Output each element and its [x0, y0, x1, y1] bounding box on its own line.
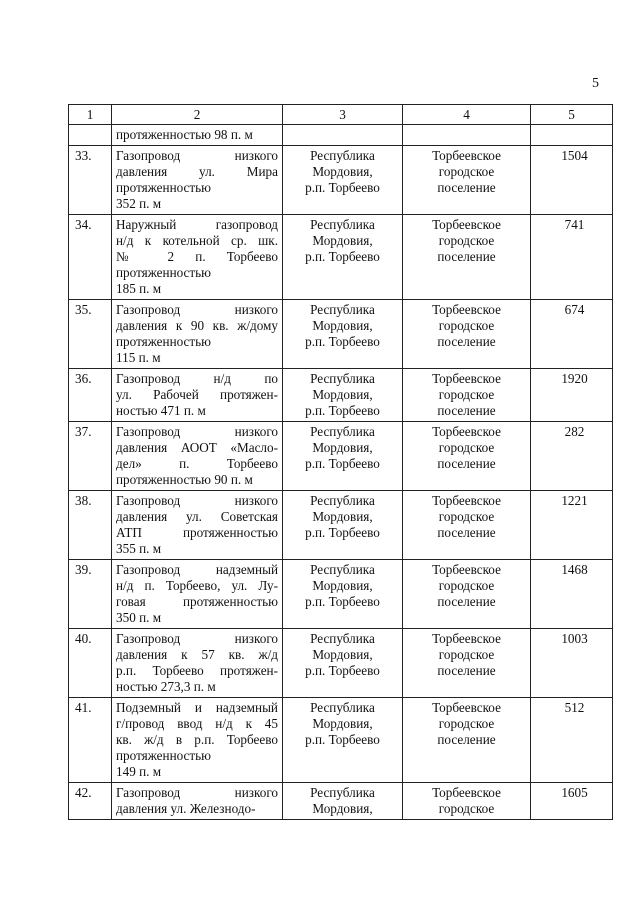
- location-line: Республика: [310, 631, 375, 646]
- location-cell: [283, 783, 403, 820]
- asset-name-line: давления ул. Советская: [116, 509, 278, 524]
- settlement-line: Торбеевское: [432, 424, 501, 439]
- asset-name-line: 185 п. м: [116, 281, 162, 296]
- value-cell: 1605: [531, 783, 613, 820]
- value-cell: 1003: [531, 629, 613, 698]
- asset-name-line: кв. ж/д в р.п. Торбеево: [116, 732, 278, 747]
- settlement-line: поселение: [437, 403, 496, 418]
- settlement-cell: [403, 300, 531, 369]
- asset-name-line: н/д п. Торбеево, ул. Лу-: [116, 578, 278, 593]
- settlement-line: городское: [438, 318, 495, 333]
- table-row: [69, 560, 613, 629]
- asset-name-line: 350 п. м: [116, 610, 162, 625]
- value-cell: 741: [531, 215, 613, 300]
- asset-name-line: Газопровод н/д по: [116, 371, 278, 386]
- asset-name-line: АТП протяженностью: [116, 525, 278, 540]
- location-line: Республика: [310, 148, 375, 163]
- asset-name-line: давления ул. Мира: [116, 164, 278, 179]
- location-line: Мордовия,: [312, 716, 373, 731]
- settlement-line: городское: [438, 164, 495, 179]
- asset-name-line: ностью 273,3 п. м: [116, 679, 216, 694]
- location-cell: [283, 369, 403, 422]
- table-row: [69, 698, 613, 783]
- table-row: [69, 629, 613, 698]
- asset-name-line: Газопровод низкого: [116, 493, 278, 508]
- asset-name-line: дел» п. Торбеево: [116, 456, 278, 471]
- value-cell: 1468: [531, 560, 613, 629]
- asset-name-line: Газопровод низкого: [116, 148, 278, 163]
- asset-name-cell: [112, 215, 283, 300]
- settlement-line: городское: [438, 647, 495, 662]
- location-line: Республика: [310, 302, 375, 317]
- table-row: [69, 300, 613, 369]
- settlement-cell: [403, 215, 531, 300]
- row-number-cell: 38.: [69, 491, 112, 560]
- asset-name-line: Газопровод низкого: [116, 785, 278, 800]
- settlement-cell: [403, 125, 531, 146]
- asset-name-line: 149 п. м: [116, 764, 162, 779]
- value-cell: [531, 125, 613, 146]
- asset-name-line: давления к 57 кв. ж/д: [116, 647, 278, 662]
- location-line: р.п. Торбеево: [305, 180, 380, 195]
- asset-name-cell: [112, 300, 283, 369]
- settlement-line: поселение: [437, 180, 496, 195]
- location-line: Мордовия,: [312, 578, 373, 593]
- location-line: Мордовия,: [312, 387, 373, 402]
- table-row: [69, 422, 613, 491]
- location-line: Мордовия,: [312, 233, 373, 248]
- value-cell: 1920: [531, 369, 613, 422]
- location-cell: [283, 146, 403, 215]
- column-header: 2: [112, 105, 283, 125]
- asset-name-line: Газопровод низкого: [116, 424, 278, 439]
- location-line: р.п. Торбеево: [305, 456, 380, 471]
- settlement-line: поселение: [437, 732, 496, 747]
- settlement-line: поселение: [437, 334, 496, 349]
- settlement-cell: [403, 369, 531, 422]
- settlement-line: городское: [438, 578, 495, 593]
- asset-name-cell: [112, 146, 283, 215]
- asset-name-line: 352 п. м: [116, 196, 162, 211]
- location-line: р.п. Торбеево: [305, 594, 380, 609]
- settlement-line: Торбеевское: [432, 700, 501, 715]
- location-line: Республика: [310, 785, 375, 800]
- column-header: 4: [403, 105, 531, 125]
- value-cell: 1221: [531, 491, 613, 560]
- settlement-cell: [403, 629, 531, 698]
- location-cell: [283, 560, 403, 629]
- location-cell: [283, 698, 403, 783]
- asset-name-line: Газопровод низкого: [116, 631, 278, 646]
- row-number-cell: 37.: [69, 422, 112, 491]
- asset-name-cell: [112, 422, 283, 491]
- settlement-line: поселение: [437, 594, 496, 609]
- settlement-line: городское: [438, 440, 495, 455]
- location-line: Мордовия,: [312, 164, 373, 179]
- asset-name-line: ностью 471 п. м: [116, 403, 206, 418]
- value-cell: 512: [531, 698, 613, 783]
- asset-name-line: протяженностью: [116, 334, 212, 349]
- row-number-cell: 40.: [69, 629, 112, 698]
- asset-name-line: № 2 п. Торбеево: [116, 249, 278, 264]
- location-line: р.п. Торбеево: [305, 525, 380, 540]
- settlement-line: Торбеевское: [432, 631, 501, 646]
- asset-name-cell: протяженностью 98 п. м: [112, 125, 283, 146]
- location-cell: [283, 215, 403, 300]
- table-header-row: [69, 105, 613, 125]
- asset-name-cell: [112, 491, 283, 560]
- row-number-cell: 41.: [69, 698, 112, 783]
- location-line: Республика: [310, 562, 375, 577]
- settlement-line: городское: [438, 716, 495, 731]
- row-number-cell: 36.: [69, 369, 112, 422]
- location-line: р.п. Торбеево: [305, 663, 380, 678]
- asset-name-line: ул. Рабочей протяжен-: [116, 387, 278, 402]
- settlement-line: городское: [438, 801, 495, 816]
- settlement-line: городское: [438, 233, 495, 248]
- value-cell: 674: [531, 300, 613, 369]
- asset-name-cell: [112, 629, 283, 698]
- asset-name-cell: [112, 560, 283, 629]
- column-header: 5: [531, 105, 613, 125]
- asset-name-line: р.п. Торбеево протяжен-: [116, 663, 278, 678]
- location-line: Республика: [310, 493, 375, 508]
- asset-name-line: 355 п. м: [116, 541, 162, 556]
- location-line: Мордовия,: [312, 440, 373, 455]
- location-cell: [283, 125, 403, 146]
- settlement-line: поселение: [437, 249, 496, 264]
- settlement-line: поселение: [437, 525, 496, 540]
- asset-name-line: н/д к котельной ср. шк.: [116, 233, 278, 248]
- location-line: р.п. Торбеево: [305, 249, 380, 264]
- settlement-cell: [403, 560, 531, 629]
- asset-name-line: Подземный и надземный: [116, 700, 278, 715]
- location-line: р.п. Торбеево: [305, 732, 380, 747]
- settlement-line: Торбеевское: [432, 493, 501, 508]
- location-line: Мордовия,: [312, 801, 373, 816]
- asset-name-line: Газопровод низкого: [116, 302, 278, 317]
- settlement-cell: [403, 783, 531, 820]
- table-row: [69, 783, 613, 820]
- location-line: Мордовия,: [312, 509, 373, 524]
- location-line: Республика: [310, 700, 375, 715]
- location-cell: [283, 491, 403, 560]
- table-row: [69, 146, 613, 215]
- column-header: 1: [69, 105, 112, 125]
- location-cell: [283, 300, 403, 369]
- column-header: 3: [283, 105, 403, 125]
- row-number-cell: [69, 125, 112, 146]
- value-cell: 282: [531, 422, 613, 491]
- location-line: Республика: [310, 371, 375, 386]
- asset-name-line: давления ул. Железнодо-: [116, 801, 256, 816]
- settlement-line: поселение: [437, 663, 496, 678]
- page-number: 5: [592, 76, 599, 91]
- asset-name-cell: [112, 698, 283, 783]
- asset-name-line: давления АООТ «Масло-: [116, 440, 278, 455]
- asset-name-line: протяженностью: [116, 180, 212, 195]
- settlement-line: Торбеевское: [432, 785, 501, 800]
- settlement-cell: [403, 698, 531, 783]
- location-line: Мордовия,: [312, 647, 373, 662]
- settlement-line: Торбеевское: [432, 371, 501, 386]
- asset-name-line: протяженностью: [116, 265, 212, 280]
- asset-name-line: протяженностью: [116, 748, 212, 763]
- asset-name-line: давления к 90 кв. ж/дому: [116, 318, 278, 333]
- settlement-cell: [403, 146, 531, 215]
- table-row: [69, 369, 613, 422]
- table-row: [69, 215, 613, 300]
- value-cell: 1504: [531, 146, 613, 215]
- settlement-cell: [403, 491, 531, 560]
- row-number-cell: 34.: [69, 215, 112, 300]
- asset-name-line: Наружный газопровод: [116, 217, 278, 232]
- location-line: Республика: [310, 424, 375, 439]
- location-line: Республика: [310, 217, 375, 232]
- row-number-cell: 42.: [69, 783, 112, 820]
- asset-name-line: протяженностью 90 п. м: [116, 472, 253, 487]
- settlement-line: Торбеевское: [432, 562, 501, 577]
- settlement-line: городское: [438, 509, 495, 524]
- continuation-row: [69, 125, 613, 146]
- asset-name-line: 115 п. м: [116, 350, 161, 365]
- location-cell: [283, 629, 403, 698]
- location-line: р.п. Торбеево: [305, 403, 380, 418]
- asset-name-cell: [112, 783, 283, 820]
- row-number-cell: 33.: [69, 146, 112, 215]
- registry-table: [68, 104, 613, 820]
- asset-name-line: говая протяженностью: [116, 594, 278, 609]
- settlement-cell: [403, 422, 531, 491]
- settlement-line: Торбеевское: [432, 302, 501, 317]
- asset-name-line: г/провод ввод н/д к 45: [116, 716, 278, 731]
- settlement-line: Торбеевское: [432, 217, 501, 232]
- settlement-line: поселение: [437, 456, 496, 471]
- settlement-line: городское: [438, 387, 495, 402]
- table-row: [69, 491, 613, 560]
- settlement-line: Торбеевское: [432, 148, 501, 163]
- location-cell: [283, 422, 403, 491]
- asset-name-cell: [112, 369, 283, 422]
- row-number-cell: 39.: [69, 560, 112, 629]
- location-line: Мордовия,: [312, 318, 373, 333]
- asset-name-line: Газопровод надземный: [116, 562, 278, 577]
- location-line: р.п. Торбеево: [305, 334, 380, 349]
- row-number-cell: 35.: [69, 300, 112, 369]
